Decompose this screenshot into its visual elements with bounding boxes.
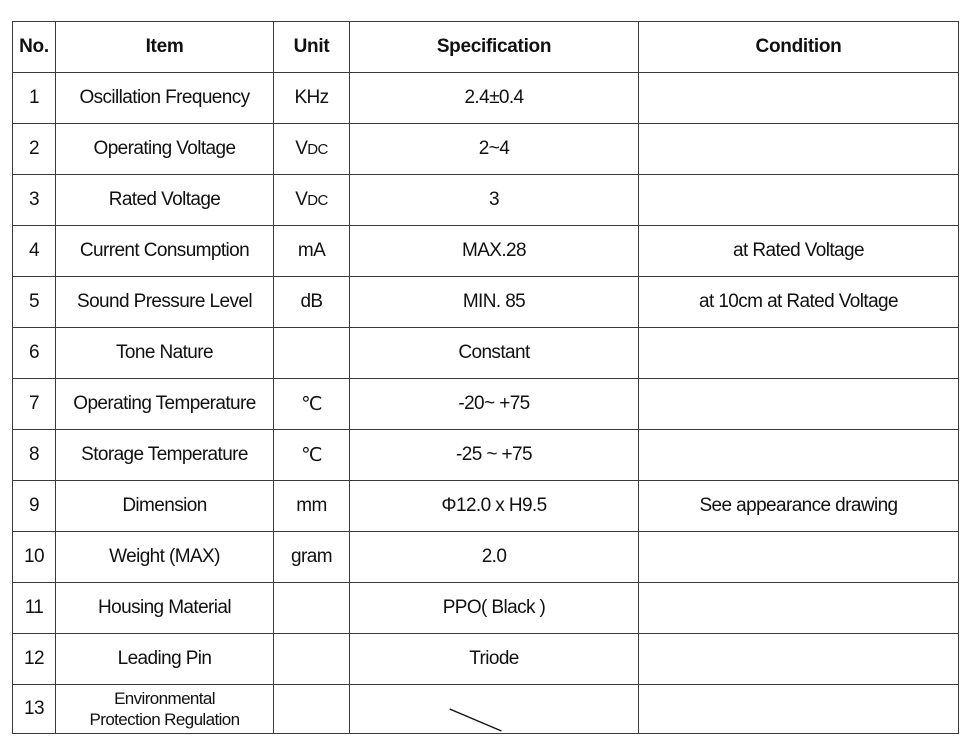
row-specification xyxy=(350,685,639,734)
row-specification: MAX.28 xyxy=(350,226,639,277)
row-number: 1 xyxy=(13,73,56,124)
row-unit: ℃ xyxy=(274,430,350,481)
header-specification: Specification xyxy=(350,22,639,73)
row-condition: See appearance drawing xyxy=(639,481,959,532)
table-row xyxy=(13,124,959,175)
item-line-2: Protection Regulation xyxy=(89,710,240,729)
header-unit: Unit xyxy=(274,22,350,73)
row-specification: Triode xyxy=(350,634,639,685)
row-item xyxy=(56,685,274,734)
unit-main: V xyxy=(295,138,308,159)
row-condition xyxy=(639,328,959,379)
row-condition xyxy=(639,430,959,481)
row-condition xyxy=(639,124,959,175)
row-unit: mA xyxy=(274,226,350,277)
row-condition: at Rated Voltage xyxy=(639,226,959,277)
row-item: Housing Material xyxy=(56,583,274,634)
row-item: Storage Temperature xyxy=(56,430,274,481)
row-specification: 2.0 xyxy=(350,532,639,583)
row-condition xyxy=(639,175,959,226)
row-specification: Φ12.0 x H9.5 xyxy=(350,481,639,532)
row-number: 4 xyxy=(13,226,56,277)
row-unit xyxy=(274,175,350,226)
row-specification: -20~ +75 xyxy=(350,379,639,430)
row-specification: MIN. 85 xyxy=(350,277,639,328)
table-row xyxy=(13,532,959,583)
row-item: Operating Voltage xyxy=(56,124,274,175)
table-row xyxy=(13,583,959,634)
table-row xyxy=(13,277,959,328)
row-specification: 2.4±0.4 xyxy=(350,73,639,124)
row-specification: Constant xyxy=(350,328,639,379)
row-unit xyxy=(274,124,350,175)
table-row xyxy=(13,226,959,277)
table-row xyxy=(13,175,959,226)
row-number: 10 xyxy=(13,532,56,583)
row-number: 8 xyxy=(13,430,56,481)
row-condition xyxy=(639,532,959,583)
row-item: Tone Nature xyxy=(56,328,274,379)
row-number: 5 xyxy=(13,277,56,328)
row-specification: -25 ~ +75 xyxy=(350,430,639,481)
row-item: Rated Voltage xyxy=(56,175,274,226)
row-unit xyxy=(274,328,350,379)
row-number: 11 xyxy=(13,583,56,634)
row-item: Sound Pressure Level xyxy=(56,277,274,328)
row-number: 7 xyxy=(13,379,56,430)
unit-main: V xyxy=(295,189,308,210)
row-condition xyxy=(639,73,959,124)
header-condition: Condition xyxy=(639,22,959,73)
row-unit: gram xyxy=(274,532,350,583)
table-row xyxy=(13,73,959,124)
row-item: Weight (MAX) xyxy=(56,532,274,583)
row-unit: ℃ xyxy=(274,379,350,430)
not-applicable-slash-mark xyxy=(350,685,638,733)
row-number: 12 xyxy=(13,634,56,685)
table-row xyxy=(13,430,959,481)
row-unit: dB xyxy=(274,277,350,328)
table-row xyxy=(13,634,959,685)
table-row xyxy=(13,379,959,430)
unit-subscript: DC xyxy=(307,192,328,209)
row-condition xyxy=(639,685,959,734)
row-condition xyxy=(639,379,959,430)
row-item: Leading Pin xyxy=(56,634,274,685)
row-item: Operating Temperature xyxy=(56,379,274,430)
row-number: 9 xyxy=(13,481,56,532)
row-specification: 2~4 xyxy=(350,124,639,175)
row-unit xyxy=(274,634,350,685)
table-row xyxy=(13,481,959,532)
table-row xyxy=(13,685,959,734)
row-item: Dimension xyxy=(56,481,274,532)
item-line-1: Environmental xyxy=(114,689,215,708)
header-no: No. xyxy=(13,22,56,73)
row-number: 13 xyxy=(13,685,56,734)
header-item: Item xyxy=(56,22,274,73)
row-item: Current Consumption xyxy=(56,226,274,277)
row-condition xyxy=(639,634,959,685)
row-condition: at 10cm at Rated Voltage xyxy=(639,277,959,328)
row-number: 3 xyxy=(13,175,56,226)
row-unit xyxy=(274,685,350,734)
row-item: Oscillation Frequency xyxy=(56,73,274,124)
row-number: 2 xyxy=(13,124,56,175)
row-unit xyxy=(274,583,350,634)
row-number: 6 xyxy=(13,328,56,379)
row-unit: mm xyxy=(274,481,350,532)
specification-table xyxy=(12,21,959,734)
row-unit: KHz xyxy=(274,73,350,124)
unit-subscript: DC xyxy=(307,141,328,158)
row-specification: 3 xyxy=(350,175,639,226)
row-specification: PPO( Black ) xyxy=(350,583,639,634)
header-row xyxy=(13,22,959,73)
row-condition xyxy=(639,583,959,634)
table-row xyxy=(13,328,959,379)
